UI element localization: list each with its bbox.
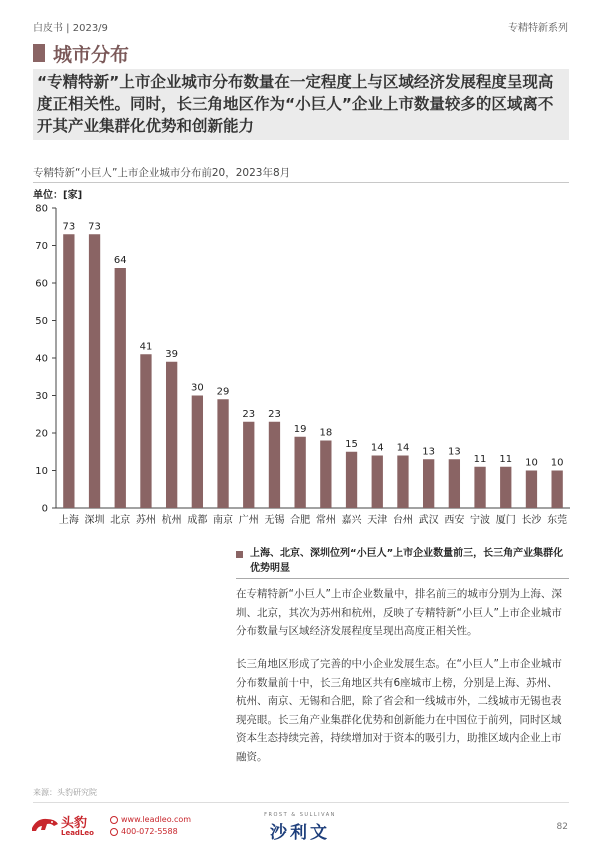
leopard-logo-icon bbox=[31, 814, 59, 834]
x-tick-label: 无锡 bbox=[264, 515, 285, 526]
x-tick-label: 深圳 bbox=[84, 515, 105, 526]
bar bbox=[397, 456, 408, 509]
x-tick-label: 武汉 bbox=[418, 515, 439, 526]
paragraph-1: 在专精特新“小巨人”上市企业数量中，排名前三的城市分别为上海、深圳、北京，其次为苏州和杭州，反映了专精特新“小巨人”上市企业城市分布数量与区域经济发展程度呈现出高度正相关性。 bbox=[236, 588, 562, 637]
x-tick-label: 上海 bbox=[58, 515, 79, 526]
bar-value-label: 15 bbox=[345, 438, 358, 450]
x-tick-label: 宁波 bbox=[470, 515, 491, 526]
x-tick-label: 合肥 bbox=[290, 515, 311, 526]
chart-unit-label: 单位：[家] bbox=[33, 190, 83, 201]
bar-value-label: 19 bbox=[293, 423, 307, 435]
bar-value-label: 23 bbox=[268, 408, 281, 420]
y-tick-label: 40 bbox=[35, 353, 48, 365]
bar-value-label: 23 bbox=[242, 408, 256, 420]
y-tick-label: 50 bbox=[35, 316, 48, 327]
bar bbox=[372, 456, 383, 509]
bar bbox=[320, 441, 331, 509]
bar bbox=[63, 234, 74, 508]
bar bbox=[346, 452, 357, 508]
bar-value-label: 41 bbox=[139, 341, 153, 353]
bar bbox=[115, 268, 126, 508]
website-link[interactable]: www.leadleo.com bbox=[121, 815, 192, 824]
partner-name-cn: 沙利文 bbox=[270, 823, 330, 843]
x-tick-label: 台州 bbox=[392, 515, 413, 526]
x-tick-label: 苏州 bbox=[135, 515, 156, 526]
legend-swatch bbox=[236, 551, 243, 558]
x-tick-label: 长沙 bbox=[521, 515, 542, 526]
bar-value-label: 10 bbox=[550, 457, 564, 469]
header-doc-info: 白皮书 | 2023/9 bbox=[33, 23, 108, 34]
bar-value-label: 18 bbox=[319, 427, 333, 439]
x-tick-label: 南京 bbox=[213, 515, 234, 526]
y-tick-label: 70 bbox=[35, 241, 48, 252]
y-tick-label: 30 bbox=[35, 391, 48, 402]
bar bbox=[423, 459, 434, 508]
bar bbox=[243, 422, 254, 508]
bar bbox=[140, 354, 151, 508]
y-tick-label: 10 bbox=[35, 466, 48, 477]
x-tick-label: 天津 bbox=[367, 515, 388, 526]
bar-value-label: 73 bbox=[88, 221, 101, 233]
header-series-name: 专精特新系列 bbox=[508, 23, 568, 34]
phone-icon bbox=[110, 828, 118, 836]
contact-info bbox=[110, 814, 191, 838]
source-note: 来源：头豹研究院 bbox=[33, 788, 97, 797]
bar bbox=[449, 459, 460, 508]
x-tick-label: 广州 bbox=[238, 515, 259, 526]
bar-value-label: 73 bbox=[62, 221, 76, 233]
chart-legend bbox=[236, 546, 566, 576]
bar-value-label: 10 bbox=[525, 457, 538, 469]
brand-name-cn: 头豹 bbox=[61, 816, 88, 831]
bar bbox=[166, 362, 177, 508]
x-tick-label: 北京 bbox=[110, 515, 131, 526]
y-tick-label: 60 bbox=[35, 278, 48, 290]
brand-name-en: LeadLeo bbox=[61, 829, 94, 837]
partner-name-en: FROST & SULLIVAN bbox=[264, 812, 336, 818]
section-title: 城市分布 bbox=[53, 44, 130, 66]
chart-title-divider bbox=[33, 182, 569, 183]
paragraph-2: 长三角地区形成了完善的中小企业发展生态。在“小巨人”上市企业城市分布数量前十中，长三角地区共有6座城市上榜，分别是上海、苏州、杭州、南京、无锡和合肥，除了省会和一线城市外，二线城市无锡也表现亮眼。长三角产业集群化优势和创新能力在中国位于前列，同时区域资本生态持续完善，持续增加对于资本的吸引力，助推区域内企业上市融资。 bbox=[236, 658, 562, 763]
x-tick-label: 杭州 bbox=[161, 515, 182, 526]
bar bbox=[526, 471, 537, 509]
bar bbox=[217, 399, 228, 508]
phone-number: 400-072-5588 bbox=[121, 827, 178, 836]
section-marker bbox=[33, 44, 45, 62]
bar bbox=[500, 467, 511, 508]
y-tick-label: 20 bbox=[35, 428, 48, 440]
bar bbox=[192, 396, 203, 509]
chart-title: 专精特新“小巨人”上市企业城市分布前20，2023年8月 bbox=[33, 167, 291, 179]
page-number: 82 bbox=[556, 822, 568, 832]
web-icon bbox=[110, 816, 118, 824]
bar-value-label: 39 bbox=[165, 348, 179, 360]
x-tick-label: 常州 bbox=[315, 515, 336, 526]
bar-value-label: 64 bbox=[113, 255, 127, 266]
x-tick-label: 成都 bbox=[187, 515, 208, 526]
bar bbox=[269, 422, 280, 508]
bar-value-label: 14 bbox=[370, 442, 384, 454]
y-tick-label: 0 bbox=[41, 503, 48, 515]
bar-value-label: 14 bbox=[396, 442, 410, 454]
bar-value-label: 11 bbox=[473, 453, 487, 465]
legend-divider bbox=[236, 578, 569, 579]
bar-value-label: 11 bbox=[499, 453, 513, 465]
legend-text: 上海、北京、深圳位列“小巨人”上市企业数量前三，长三角产业集群化优势明显 bbox=[250, 548, 564, 574]
x-tick-label: 厦门 bbox=[495, 515, 516, 526]
x-tick-label: 东莞 bbox=[547, 515, 568, 526]
footer-divider bbox=[33, 802, 569, 803]
headline: “专精特新”上市企业城市分布数量在一定程度上与区域经济发展程度呈现高度正相关性。同时，长三角地区作为“小巨人”企业上市数量较多的区域离不开其产业集群化优势和创新能力 bbox=[33, 69, 569, 140]
x-tick-label: 嘉兴 bbox=[341, 515, 362, 526]
bar-value-label: 30 bbox=[190, 382, 204, 394]
bar bbox=[89, 234, 100, 508]
y-tick-label: 80 bbox=[35, 203, 48, 215]
x-tick-label: 西安 bbox=[444, 515, 465, 526]
bar bbox=[474, 467, 485, 508]
bar-value-label: 29 bbox=[216, 386, 230, 398]
bar-value-label: 13 bbox=[447, 446, 461, 458]
bar-value-label: 13 bbox=[422, 446, 436, 458]
bar bbox=[551, 471, 562, 509]
bar bbox=[294, 437, 305, 508]
bar-chart bbox=[30, 198, 575, 533]
